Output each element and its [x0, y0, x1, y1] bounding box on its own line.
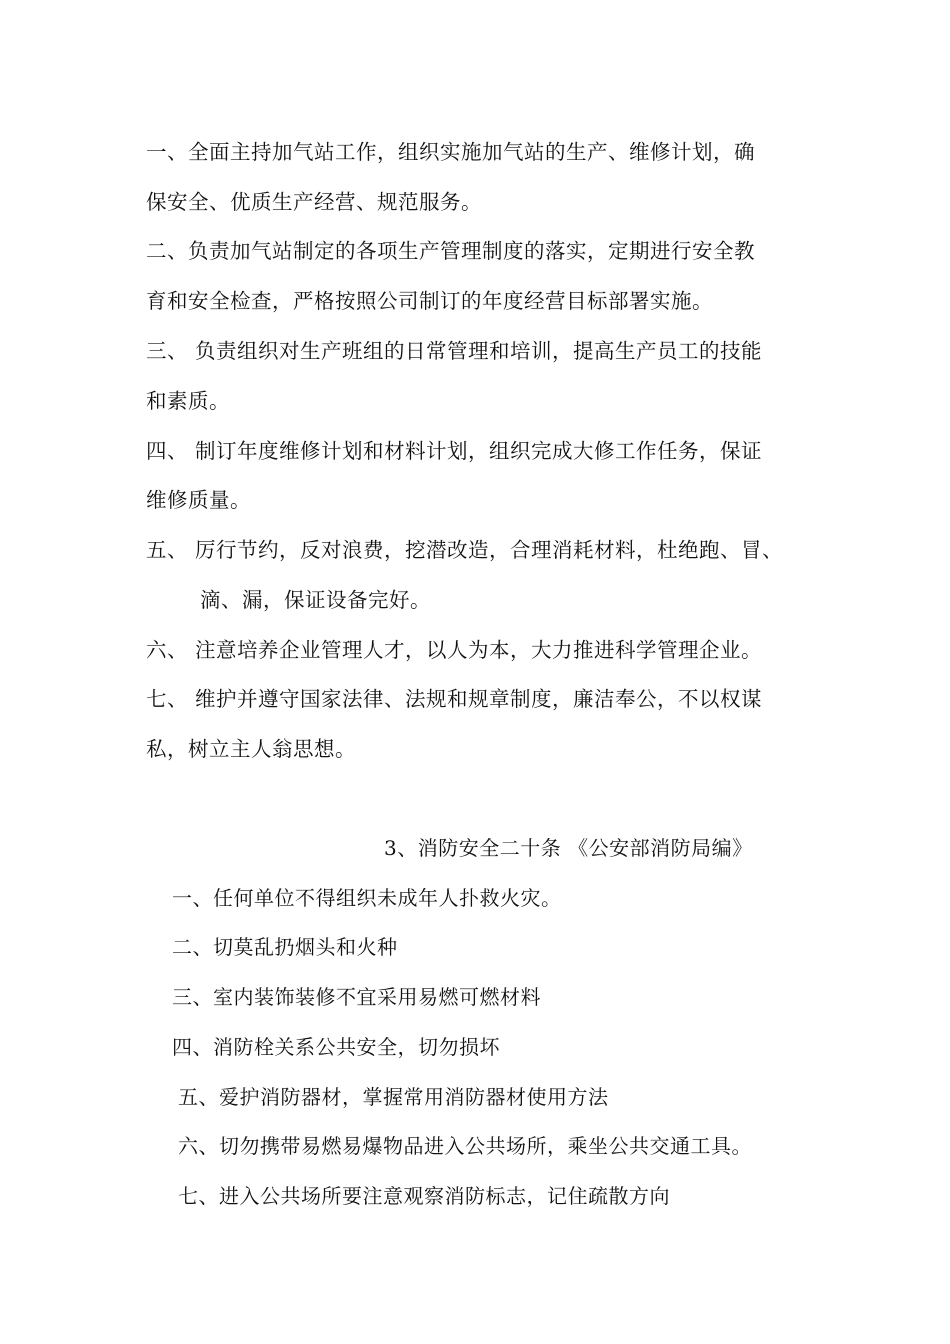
duty-1-line-1: 一、全面主持加气站工作，组织实施加气站的生产、维修计划，确 [146, 140, 755, 164]
duty-4-line-1: 四、 制订年度维修计划和材料计划，组织完成大修工作任务，保证 [146, 439, 763, 463]
fire-safety-item-5: 五、爱护消防器材，掌握常用消防器材使用方法 [178, 1085, 609, 1109]
fire-safety-item-4: 四、消防栓关系公共安全，切勿损坏 [172, 1035, 500, 1059]
duty-5-line-2: 滴、漏，保证设备完好。 [200, 588, 431, 612]
duty-3-line-2: 和素质。 [146, 389, 230, 413]
fire-safety-item-3: 三、室内装饰装修不宜采用易燃可燃材料 [172, 985, 541, 1009]
fire-safety-item-6: 六、切勿携带易燃易爆物品进入公共场所，乘坐公共交通工具。 [178, 1134, 752, 1158]
duty-2-line-1: 二、负责加气站制定的各项生产管理制度的落实，定期进行安全教 [146, 239, 755, 263]
duty-7-line-2: 私，树立主人翁思想。 [146, 737, 356, 761]
duty-6-line-1: 六、 注意培养企业管理人才，以人为本，大力推进科学管理企业。 [146, 638, 763, 662]
duty-3-line-1: 三、 负责组织对生产班组的日常管理和培训，提高生产员工的技能 [146, 339, 763, 363]
duty-4-line-2: 维修质量。 [146, 488, 251, 512]
duty-2-line-2: 育和安全检查，严格按照公司制订的年度经营目标部署实施。 [146, 289, 713, 313]
duty-1-line-2: 保安全、优质生产经营、规范服务。 [146, 190, 482, 214]
fire-safety-title: 3、消防安全二十条 《公安部消防局编》 [384, 836, 753, 860]
fire-safety-item-7: 七、进入公共场所要注意观察消防标志，记住疏散方向 [178, 1184, 670, 1208]
duty-5-line-1: 五、 厉行节约，反对浪费，挖潜改造，合理消耗材料，杜绝跑、冒、 [146, 538, 784, 562]
duty-7-line-1: 七、 维护并遵守国家法律、法规和规章制度，廉洁奉公，不以权谋 [146, 687, 763, 711]
fire-safety-item-2: 二、切莫乱扔烟头和火种 [172, 935, 398, 959]
fire-safety-item-1: 一、任何单位不得组织未成年人扑救火灾。 [172, 886, 562, 910]
